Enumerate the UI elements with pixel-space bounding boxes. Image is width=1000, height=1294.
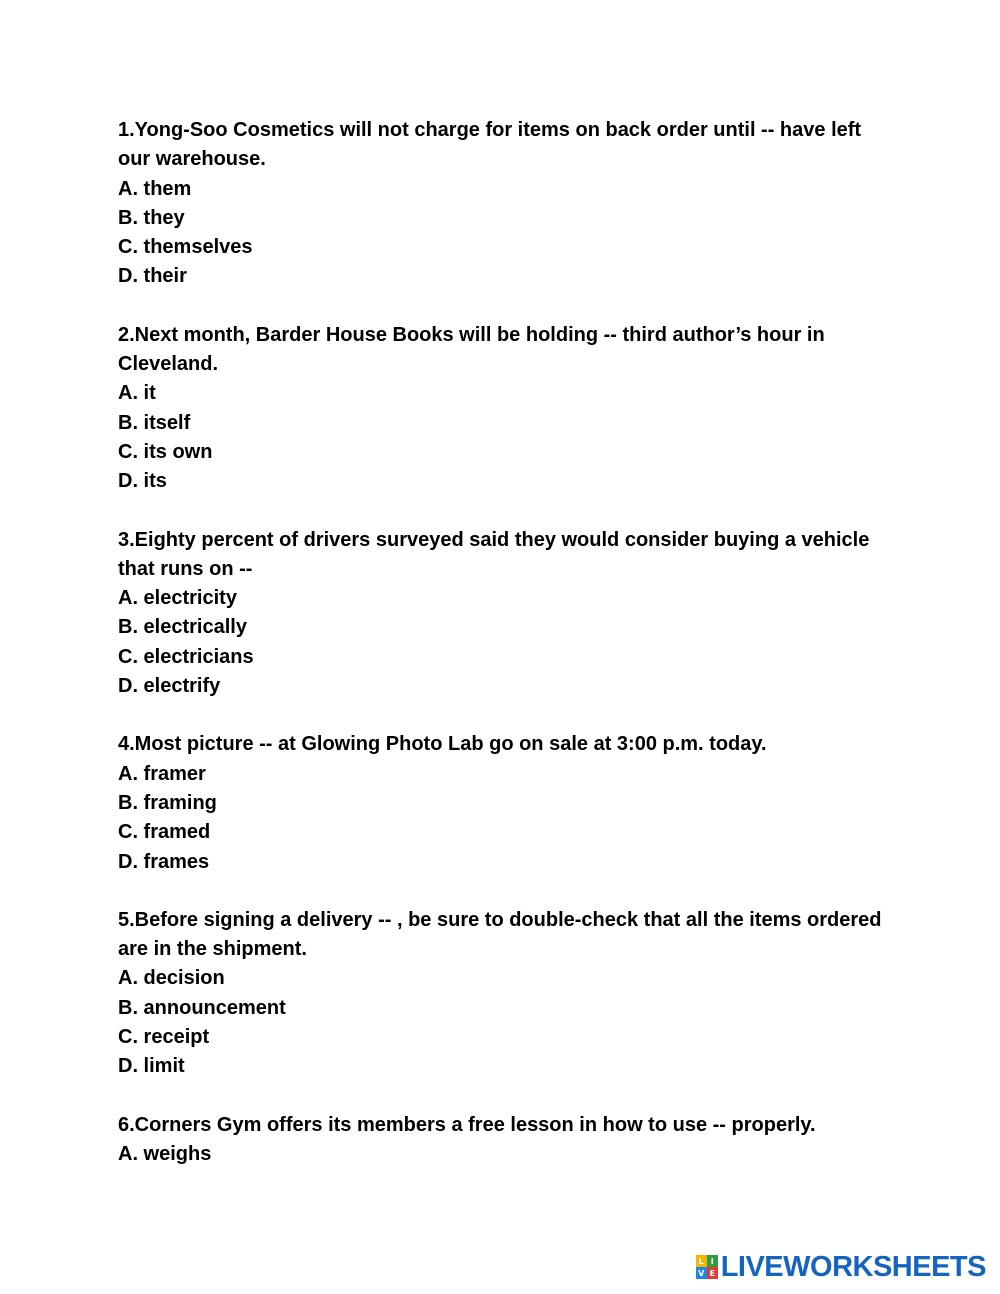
option-list: [118, 379, 888, 496]
brand-wordmark: LIVEWORKSHEETS: [720, 1250, 986, 1283]
option-list: [118, 964, 888, 1081]
option-b: B. electrically: [118, 616, 247, 639]
option-b: B. they: [118, 206, 185, 229]
option-b: B. itself: [118, 411, 191, 434]
question-text: 2.Next month, Barder House Books will be holding -- third author’s hour in Cleveland.: [118, 323, 825, 376]
option-c: C. receipt: [118, 1026, 210, 1049]
option-b: B. framing: [118, 791, 217, 814]
logo-letter-v: V: [696, 1267, 707, 1279]
option-c: C. framed: [118, 821, 211, 844]
option-list: [118, 175, 888, 292]
question-text: 6.Corners Gym offers its members a free lesson in how to use -- properly.: [118, 1113, 816, 1136]
question-text: 1.Yong-Soo Cosmetics will not charge for items on back order until -- have left our warehouse.: [118, 119, 862, 171]
liveworksheets-logo-icon: [696, 1255, 718, 1279]
question-text: 5.Before signing a delivery -- , be sure to double-check that all the items ordered are in the shipment.: [118, 908, 882, 961]
option-list: [118, 1140, 888, 1169]
option-list: [118, 584, 888, 701]
question-4: [118, 730, 888, 876]
option-d: D. its: [118, 470, 167, 493]
option-a: A. decision: [118, 967, 225, 990]
option-list: [118, 760, 888, 877]
question-2: [118, 321, 888, 497]
option-b: B. announcement: [118, 996, 286, 1019]
question-6: [118, 1111, 888, 1170]
question-3: [118, 526, 888, 702]
question-5: [118, 906, 888, 1082]
question-1: [118, 116, 888, 292]
option-c: C. its own: [118, 440, 213, 463]
option-a: A. framer: [118, 762, 206, 785]
option-d: D. their: [118, 265, 187, 288]
option-a: A. electricity: [118, 587, 237, 610]
option-d: D. limit: [118, 1055, 185, 1078]
option-c: C. themselves: [118, 236, 253, 259]
question-text: 3.Eighty percent of drivers surveyed said they would consider buying a vehicle that runs on --: [118, 528, 870, 580]
logo-letter-e: E: [707, 1267, 718, 1279]
option-d: D. electrify: [118, 675, 221, 698]
question-text: 4.Most picture -- at Glowing Photo Lab go on sale at 3:00 p.m. today.: [118, 733, 767, 756]
option-a: A. it: [118, 382, 156, 405]
logo-letter-i: I: [707, 1255, 718, 1267]
logo-letter-l: L: [696, 1255, 707, 1267]
option-d: D. frames: [118, 850, 210, 873]
option-c: C. electricians: [118, 645, 254, 668]
liveworksheets-brand: [696, 1252, 986, 1282]
worksheet: [118, 116, 888, 1198]
option-a: A. weighs: [118, 1142, 212, 1165]
option-a: A. them: [118, 177, 192, 200]
